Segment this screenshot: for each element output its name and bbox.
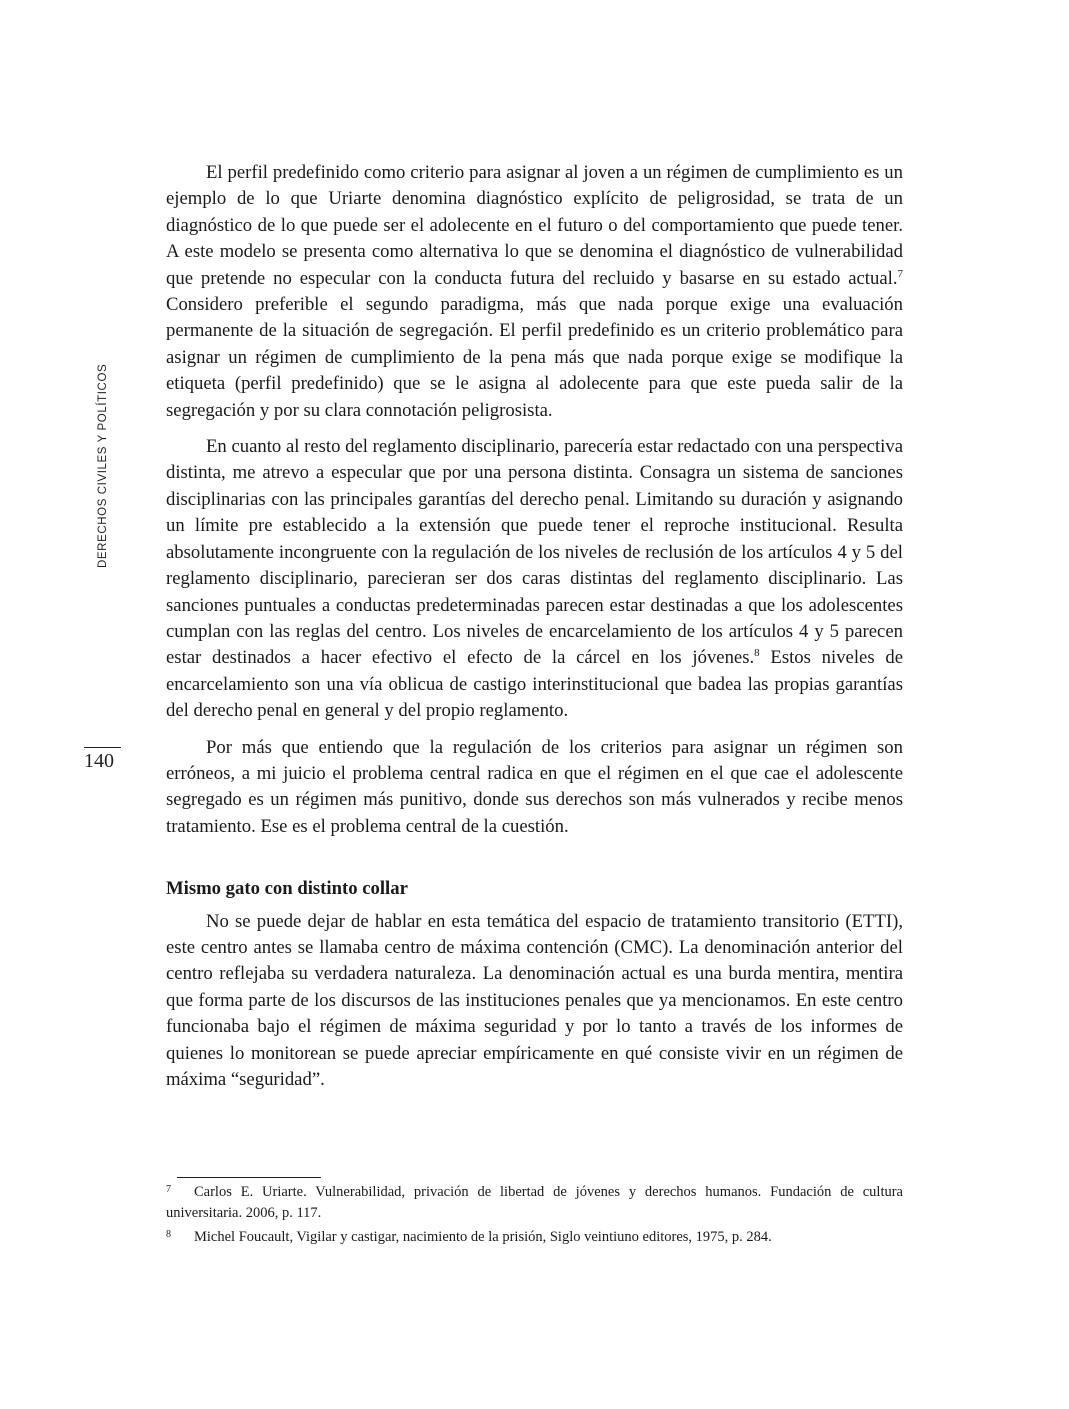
footnote [166, 1182, 903, 1224]
paragraph-text: Considero preferible el segundo paradigma, más que nada porque exige una evaluación permanente de la situación de segregación. El perfil predefinido es un criterio problemático para asignar un régimen de cumplimiento de la pena más que nada porque exige se modifique la etiqueta (perfil predefinido) que se le asigna al adolecente para que este pueda salir de la segregación y por su clara connotación peligrosista. [166, 294, 903, 421]
footnote-text: Michel Foucault, Vigilar y castigar, nacimiento de la prisión, Siglo veintiuno editores, 1975, p. 284. [194, 1229, 772, 1245]
paragraph-text: No se puede dejar de hablar en esta temática del espacio de tratamiento transitorio (ETTI), este centro antes se llamaba centro de máxima contención (CMC). La denominación anterior del centro reflejaba su verdadera naturaleza. La denominación actual es una burda mentira, mentira que forma parte de los discursos de las instituciones penales que ya mencionamos. En este centro funcionaba bajo el régimen de máxima seguridad y por lo tanto a través de los informes de quienes lo monitorean se puede apreciar empíricamente en qué consiste vivir en un régimen de máxima “seguridad”. [166, 910, 903, 1090]
paragraph-text: En cuanto al resto del reglamento disciplinario, parecería estar redactado con una perspectiva distinta, me atrevo a especular que por una persona distinta. Consagra un sistema de sanciones disciplinarias con las principales garantías del derecho penal. Limitando su duración y asignando un límite pre establecido a la extensión que puede tener el reproche institucional. Resulta absolutamente incongruente con la regulación de los niveles de reclusión de los artículos 4 y 5 del reglamento disciplinario, parecieran ser dos caras distintas del reglamento disciplinario. Las sanciones puntuales a conductas predeterminadas parecen estar destinadas a que los adolescentes cumplan con las reglas del centro. Los niveles de encarcelamiento de los artículos 4 y 5 parecen estar destinados a hacer efectivo el efecto de la cárcel en los jóvenes. [166, 436, 903, 669]
footnote-reference: 8 [754, 647, 760, 660]
body-paragraph-1 [166, 160, 903, 424]
paragraph-text: Estos niveles de encarcelamiento son una vía oblicua de castigo interinstitucional que badea las propias garantías del derecho penal en general y del propio reglamento. [166, 647, 903, 722]
footnote-separator [177, 1177, 321, 1178]
footnotes [166, 1182, 903, 1251]
footnote [166, 1227, 903, 1248]
footnote-text: Carlos E. Uriarte. Vulnerabilidad, privación de libertad de jóvenes y derechos humanos. Fundación de cultura universitaria. 2006, p. 117. [166, 1184, 903, 1221]
paragraph-text: Por más que entiendo que la regulación de los criterios para asignar un régimen son erróneos, a mi juicio el problema central radica en que el régimen en el que cae el adolescente segregado es un régimen más punitivo, donde sus derechos son más vulnerados y recibe menos tratamiento. Ese es el problema central de la cuestión. [166, 736, 903, 837]
footnote-number: 7 [166, 1184, 171, 1195]
body-paragraph-2 [166, 434, 903, 724]
page-number: 140 [84, 750, 114, 772]
section-paragraph [166, 909, 903, 1094]
footnote-reference: 7 [897, 267, 903, 280]
page-number-rule [84, 747, 121, 748]
paragraph-text: El perfil predefinido como criterio para asignar al joven a un régimen de cumplimiento es un ejemplo de lo que Uriarte denomina diagnóstico explícito de peligrosidad, se trata de un diagnóstico de lo que puede ser el adolecente en el futuro o del comportamiento que puede tener. A este modelo se presenta como alternativa lo que se denomina el diagnóstico de vulnerabilidad que pretende no especular con la conducta futura del recluido y basarse en su estado actual. [166, 162, 903, 289]
section-heading: Mismo gato con distinto collar [166, 878, 408, 900]
footnote-number: 8 [166, 1229, 171, 1240]
body-text [166, 160, 903, 1103]
running-section-title: DERECHOS CIVILES Y POLÍTICOS [97, 363, 109, 568]
body-paragraph-3 [166, 735, 903, 841]
